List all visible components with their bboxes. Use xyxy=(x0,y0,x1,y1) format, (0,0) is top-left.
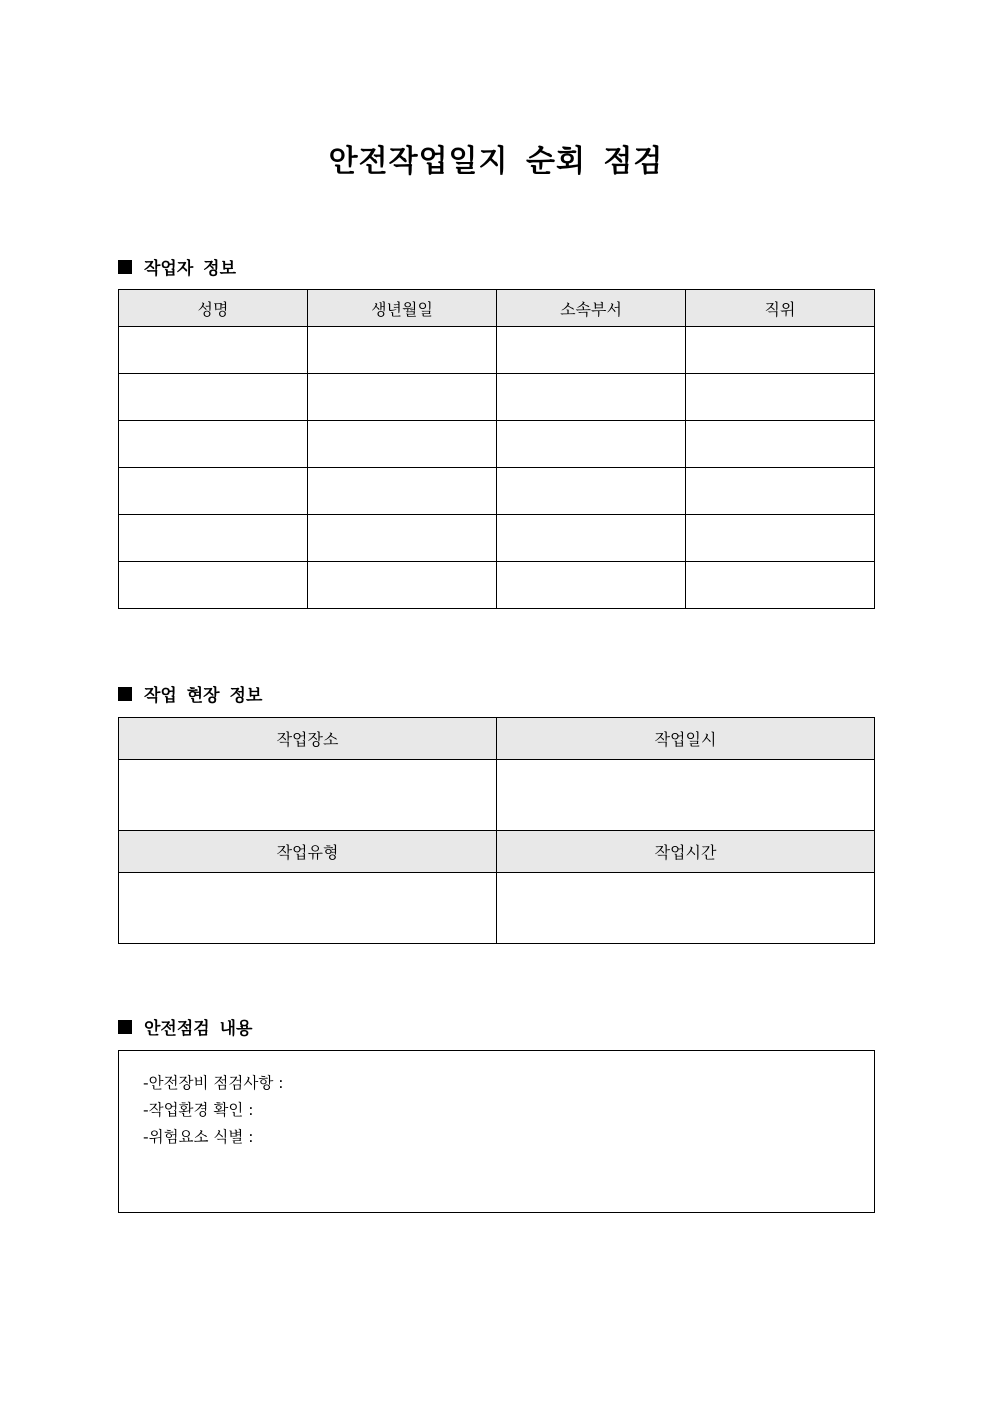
section-heading-label: 작업 현장 정보 xyxy=(144,686,263,706)
table-row xyxy=(119,562,875,609)
safety-check-notes-box[interactable] xyxy=(118,1050,875,1213)
safety-equipment-check-line: -안전장비 점검사항 : xyxy=(143,1074,284,1092)
label-work-hours: 작업시간 xyxy=(497,831,875,873)
work-environment-check-line: -작업환경 확인 : xyxy=(143,1101,254,1119)
column-header-name: 성명 xyxy=(119,290,308,327)
table-header-row xyxy=(119,831,875,873)
section-heading-label: 작업자 정보 xyxy=(144,259,237,279)
cell-position[interactable] xyxy=(686,562,875,609)
section-heading-label: 안전점검 내용 xyxy=(144,1019,253,1039)
cell-name[interactable] xyxy=(119,374,308,421)
site-info-table xyxy=(118,717,875,944)
cell-department[interactable] xyxy=(497,421,686,468)
cell-work-type[interactable] xyxy=(119,873,497,944)
section-heading-site-info xyxy=(118,681,262,706)
column-header-birthdate: 생년월일 xyxy=(308,290,497,327)
worker-info-table xyxy=(118,289,875,609)
table-header-row xyxy=(119,718,875,760)
square-bullet-icon xyxy=(118,1020,132,1034)
cell-position[interactable] xyxy=(686,374,875,421)
cell-birthdate[interactable] xyxy=(308,374,497,421)
cell-name[interactable] xyxy=(119,327,308,374)
cell-department[interactable] xyxy=(497,562,686,609)
column-header-department: 소속부서 xyxy=(497,290,686,327)
square-bullet-icon xyxy=(118,260,132,274)
cell-department[interactable] xyxy=(497,515,686,562)
cell-position[interactable] xyxy=(686,421,875,468)
cell-birthdate[interactable] xyxy=(308,421,497,468)
table-row xyxy=(119,327,875,374)
table-row xyxy=(119,760,875,831)
document-title: 안전작업일지 순회 점검 xyxy=(328,144,664,179)
cell-name[interactable] xyxy=(119,468,308,515)
cell-work-datetime[interactable] xyxy=(497,760,875,831)
cell-department[interactable] xyxy=(497,327,686,374)
table-row xyxy=(119,468,875,515)
label-work-location: 작업장소 xyxy=(119,718,497,760)
label-work-type: 작업유형 xyxy=(119,831,497,873)
cell-birthdate[interactable] xyxy=(308,327,497,374)
table-row xyxy=(119,515,875,562)
table-row xyxy=(119,873,875,944)
section-heading-safety-check xyxy=(118,1014,252,1039)
table-row xyxy=(119,421,875,468)
hazard-identification-line: -위험요소 식별 : xyxy=(143,1128,254,1146)
cell-work-hours[interactable] xyxy=(497,873,875,944)
cell-birthdate[interactable] xyxy=(308,515,497,562)
table-row xyxy=(119,374,875,421)
cell-position[interactable] xyxy=(686,515,875,562)
cell-birthdate[interactable] xyxy=(308,562,497,609)
cell-position[interactable] xyxy=(686,468,875,515)
column-header-position: 직위 xyxy=(686,290,875,327)
cell-name[interactable] xyxy=(119,421,308,468)
square-bullet-icon xyxy=(118,687,132,701)
cell-position[interactable] xyxy=(686,327,875,374)
cell-department[interactable] xyxy=(497,468,686,515)
label-work-datetime: 작업일시 xyxy=(497,718,875,760)
cell-work-location[interactable] xyxy=(119,760,497,831)
cell-birthdate[interactable] xyxy=(308,468,497,515)
cell-name[interactable] xyxy=(119,515,308,562)
cell-department[interactable] xyxy=(497,374,686,421)
section-heading-worker-info xyxy=(118,254,236,279)
table-header-row xyxy=(119,290,875,327)
cell-name[interactable] xyxy=(119,562,308,609)
